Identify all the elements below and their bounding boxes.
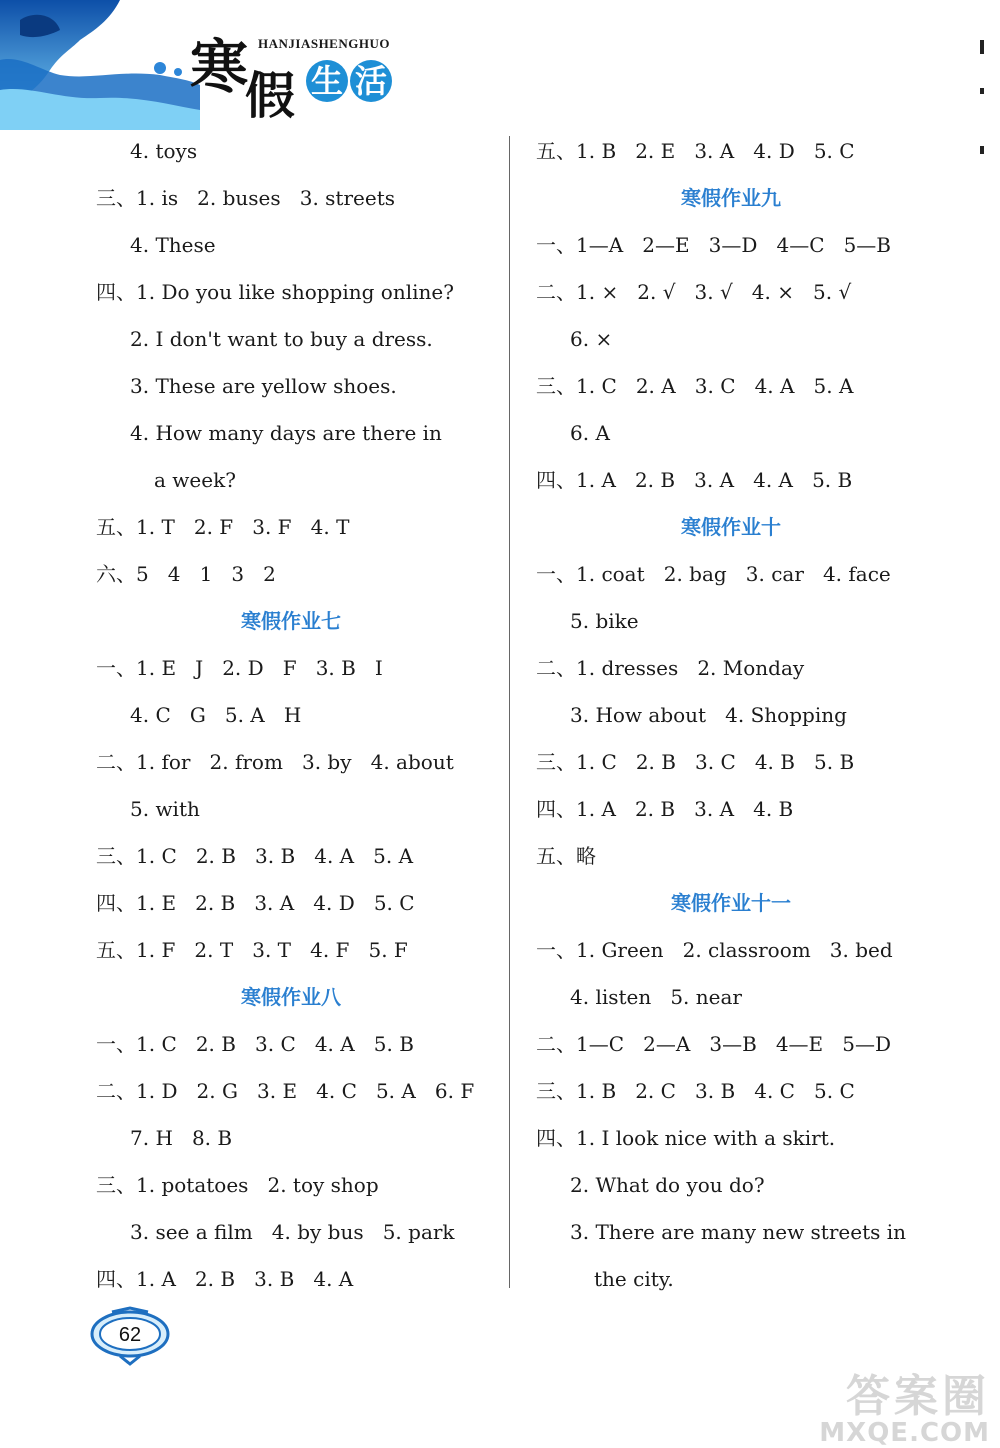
edge-mark — [980, 40, 984, 54]
answer-line: 四、1. A 2. B 3. B 4. A — [96, 1267, 354, 1291]
brand-char-1: 寒 — [190, 33, 249, 101]
answer-line: 三、1. C 2. B 3. C 4. B 5. B — [536, 750, 855, 774]
answer-line: 7. H 8. B — [130, 1126, 233, 1150]
section-heading: 寒假作业七 — [241, 609, 341, 633]
section-heading: 寒假作业八 — [241, 985, 341, 1009]
brand-char-3: 生 — [306, 60, 348, 102]
answer-line: 4. These — [130, 233, 216, 257]
answer-line: 四、1. E 2. B 3. A 4. D 5. C — [96, 891, 415, 915]
edge-mark — [980, 88, 984, 94]
answer-line: 三、1. B 2. C 3. B 4. C 5. C — [536, 1079, 855, 1103]
page-number: 62 — [118, 1324, 142, 1346]
answer-line: 4. C G 5. A H — [130, 703, 302, 727]
answer-line: 4. toys — [130, 139, 198, 163]
answer-line: 6. A — [570, 421, 610, 445]
answer-line: 3. see a film 4. by bus 5. park — [130, 1220, 455, 1244]
answer-line: 一、1. E J 2. D F 3. B I — [96, 656, 383, 680]
brand-pinyin: HANJIASHENGHUO — [258, 36, 390, 51]
watermark-url: MXQE.COM — [819, 1418, 990, 1448]
answer-line: 四、1. I look nice with a skirt. — [536, 1126, 836, 1150]
answer-line: 2. What do you do? — [570, 1173, 765, 1197]
answer-line: 二、1. × 2. √ 3. √ 4. × 5. √ — [536, 280, 852, 304]
header-logo — [0, 0, 420, 130]
answer-line: 一、1—A 2—E 3—D 4—C 5—B — [536, 233, 891, 257]
answer-line: 三、1. potatoes 2. toy shop — [96, 1173, 379, 1197]
answer-line: 四、1. A 2. B 3. A 4. B — [536, 797, 794, 821]
answer-line: 5. bike — [570, 609, 639, 633]
answer-line: 5. with — [130, 797, 200, 821]
answer-line: the city. — [594, 1267, 674, 1291]
answer-line: 四、1. A 2. B 3. A 4. A 5. B — [536, 468, 853, 492]
section-heading: 寒假作业十一 — [671, 891, 791, 915]
brand-char-4: 活 — [350, 60, 392, 102]
answer-line: 一、1. coat 2. bag 3. car 4. face — [536, 562, 891, 586]
answer-line: a week? — [154, 468, 236, 492]
landscape-illustration — [0, 0, 200, 130]
answer-line: 四、1. Do you like shopping online? — [96, 280, 454, 304]
answer-line: 6. × — [570, 327, 613, 351]
answer-line: 六、5 4 1 3 2 — [96, 562, 276, 586]
answer-column-left — [96, 128, 496, 1303]
answer-line: 2. I don't want to buy a dress. — [130, 327, 433, 351]
column-divider — [509, 136, 510, 1288]
answer-line: 4. How many days are there in — [130, 421, 442, 445]
watermark — [819, 1360, 990, 1448]
answer-line: 三、1. C 2. A 3. C 4. A 5. A — [536, 374, 854, 398]
answer-line: 3. These are yellow shoes. — [130, 374, 397, 398]
section-heading: 寒假作业九 — [681, 186, 781, 210]
answer-line: 三、1. is 2. buses 3. streets — [96, 186, 396, 210]
answer-line: 五、1. B 2. E 3. A 4. D 5. C — [536, 139, 855, 163]
section-heading: 寒假作业十 — [681, 515, 781, 539]
answer-line: 五、1. F 2. T 3. T 4. F 5. F — [96, 938, 408, 962]
answer-line: 五、1. T 2. F 3. F 4. T — [96, 515, 350, 539]
answer-line: 二、1. dresses 2. Monday — [536, 656, 805, 680]
brand-char-2: 假 — [245, 66, 295, 125]
answer-line: 五、略 — [536, 844, 596, 868]
answer-line: 二、1—C 2—A 3—B 4—E 5—D — [536, 1032, 891, 1056]
answer-line: 二、1. D 2. G 3. E 4. C 5. A 6. F — [96, 1079, 475, 1103]
answer-line: 4. listen 5. near — [570, 985, 742, 1009]
answer-line: 3. There are many new streets in — [570, 1220, 907, 1244]
answer-line: 二、1. for 2. from 3. by 4. about — [96, 750, 454, 774]
answer-line: 3. How about 4. Shopping — [570, 703, 847, 727]
answer-line: 一、1. C 2. B 3. C 4. A 5. B — [96, 1032, 414, 1056]
answer-line: 一、1. Green 2. classroom 3. bed — [536, 938, 893, 962]
edge-mark — [980, 146, 984, 154]
watermark-text: 答案圈 — [846, 1371, 990, 1422]
answer-line: 三、1. C 2. B 3. B 4. A 5. A — [96, 844, 414, 868]
answer-column-right — [536, 128, 956, 1303]
